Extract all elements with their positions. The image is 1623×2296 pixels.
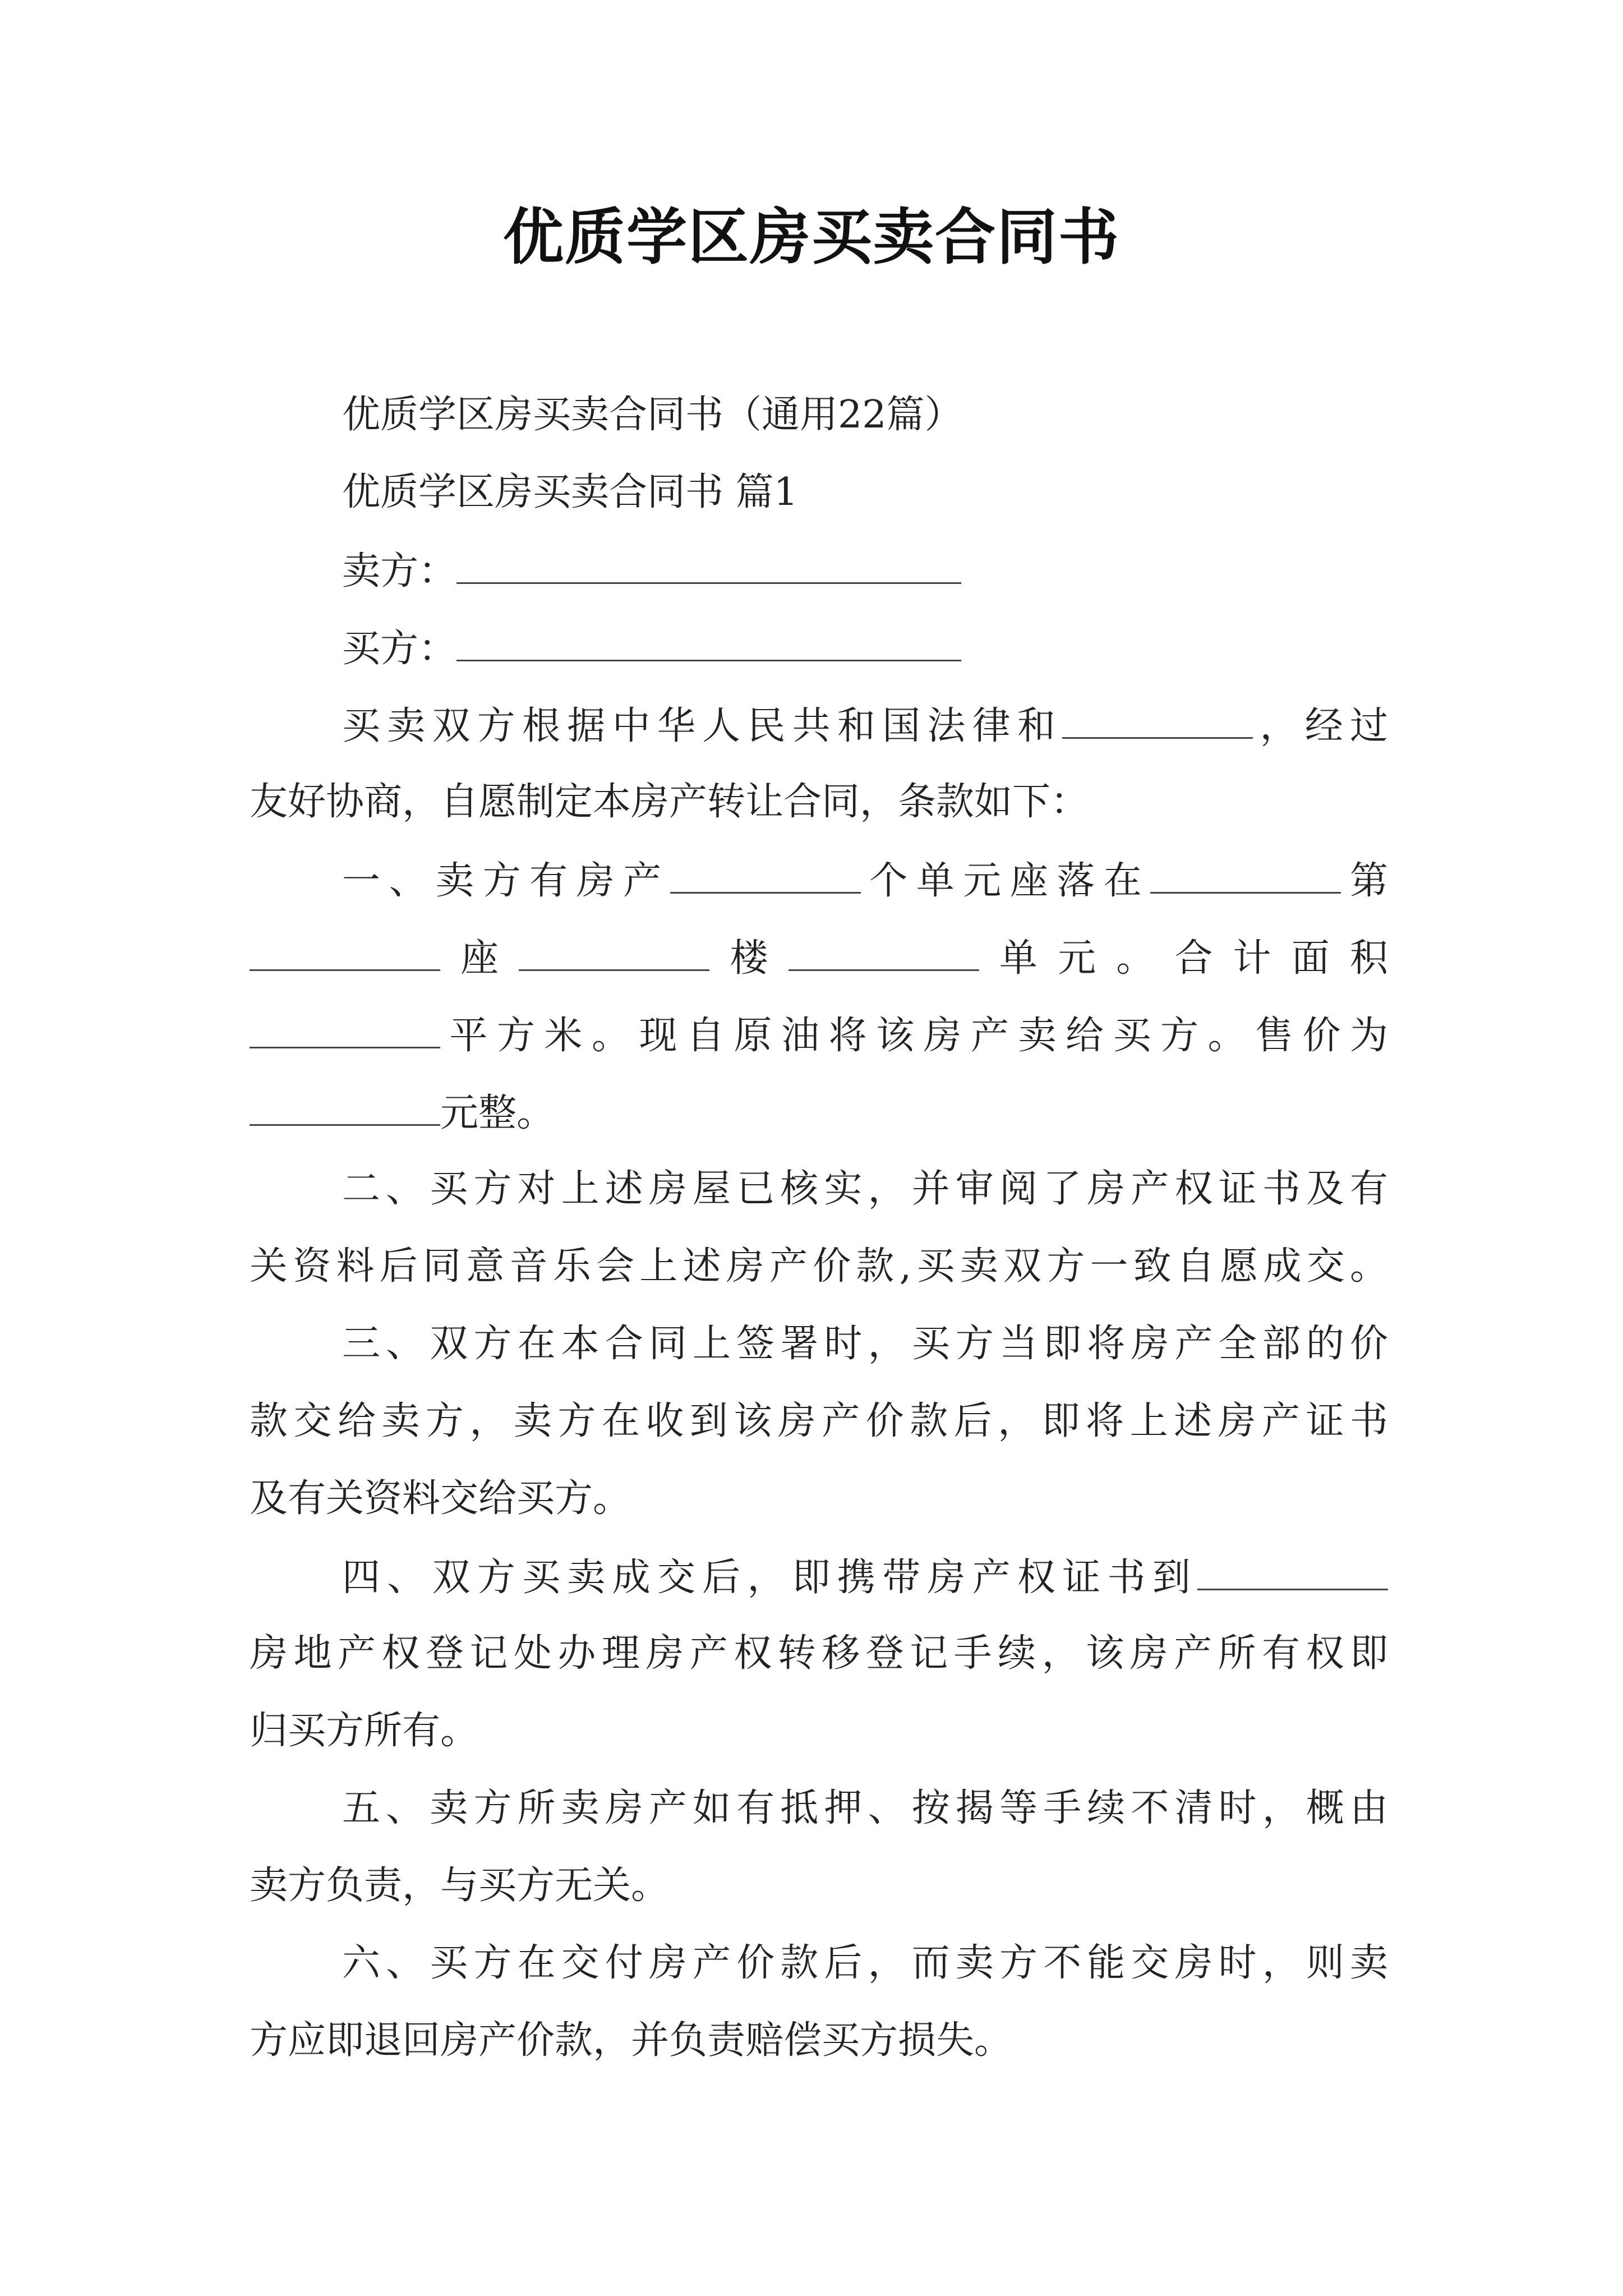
- seller-name-blank: [457, 542, 961, 584]
- law-blank: [1062, 697, 1253, 739]
- seller-label: 卖方：: [342, 549, 457, 593]
- clause1-text: 第: [1341, 859, 1388, 903]
- clause1-line-4: [250, 1084, 1388, 1142]
- clause1-text: 一、卖方有房产: [342, 859, 670, 903]
- building-number-blank: [519, 929, 709, 971]
- clause6-line-1: 六、买方在交付房产价款后，而卖方不能交房时，则卖: [342, 1941, 1388, 1985]
- clause4-line-1: [342, 1548, 1388, 1606]
- clause1-text: 个单元座落在: [860, 859, 1151, 903]
- document-subtitle: 优质学区房买卖合同书（通用22篇）: [342, 393, 963, 437]
- buyer-label: 买方：: [342, 627, 457, 671]
- clause4-line-2: 房地产权登记处办理房产权转移登记手续，该房产所有权即: [250, 1631, 1388, 1676]
- clause5-line-1: 五、卖方所卖房产如有抵押、按揭等手续不清时，概由: [342, 1786, 1388, 1830]
- clause3-line-2: 款交给卖方，卖方在收到该房产价款后，即将上述房产证书: [250, 1399, 1388, 1443]
- intro-line-2: 友好协商，自愿制定本房产转让合同，条款如下：: [250, 780, 1089, 824]
- location-blank: [1150, 852, 1341, 894]
- clause1-text: 楼: [709, 936, 789, 981]
- clause1-text: 平方米。现自原油将该房产卖给买方。售价为: [440, 1014, 1388, 1058]
- clause5-line-2: 卖方负责，与买方无关。: [250, 1864, 670, 1908]
- clause3-line-3: 及有关资料交给买方。: [250, 1476, 631, 1521]
- clause1-line-3: [250, 1006, 1388, 1064]
- unit-count-blank: [670, 852, 861, 894]
- block-number-blank: [250, 929, 440, 971]
- clause2-line-2: 关资料后同意音乐会上述房产价款,买卖双方一致自愿成交。: [250, 1244, 1388, 1289]
- intro-line-1: [342, 697, 1388, 754]
- buyer-line: [342, 619, 1388, 677]
- area-blank: [250, 1006, 440, 1048]
- clause1-text: 元整。: [440, 1091, 555, 1135]
- clause3-line-1: 三、双方在本合同上签署时，买方当即将房产全部的价: [342, 1322, 1388, 1366]
- clause1-line-2: [250, 929, 1388, 987]
- clause6-line-2: 方应即退回房产价款，并负责赔偿买方损失。: [250, 2018, 1013, 2063]
- clause4-text: 四、双方买卖成交后，即携带房产权证书到: [342, 1556, 1197, 1600]
- clause2-line-1: 二、买方对上述房屋已核实，并审阅了房产权证书及有: [342, 1167, 1388, 1211]
- intro-text: ，经过: [1253, 704, 1388, 748]
- seller-line: [342, 542, 1388, 600]
- clause1-line-1: [342, 852, 1388, 909]
- price-blank: [250, 1084, 440, 1126]
- document-title: 优质学区房买卖合同书: [502, 202, 1120, 273]
- clause1-text: 座: [440, 936, 519, 981]
- section-heading: 优质学区房买卖合同书 篇1: [342, 470, 798, 514]
- unit-number-blank: [789, 929, 979, 971]
- buyer-name-blank: [457, 619, 961, 661]
- intro-text: 买卖双方根据中华人民共和国法律和: [342, 704, 1063, 748]
- clause4-line-3: 归买方所有。: [250, 1709, 479, 1753]
- registry-blank: [1197, 1548, 1388, 1590]
- clause1-text: 单元。合计面积: [979, 936, 1388, 981]
